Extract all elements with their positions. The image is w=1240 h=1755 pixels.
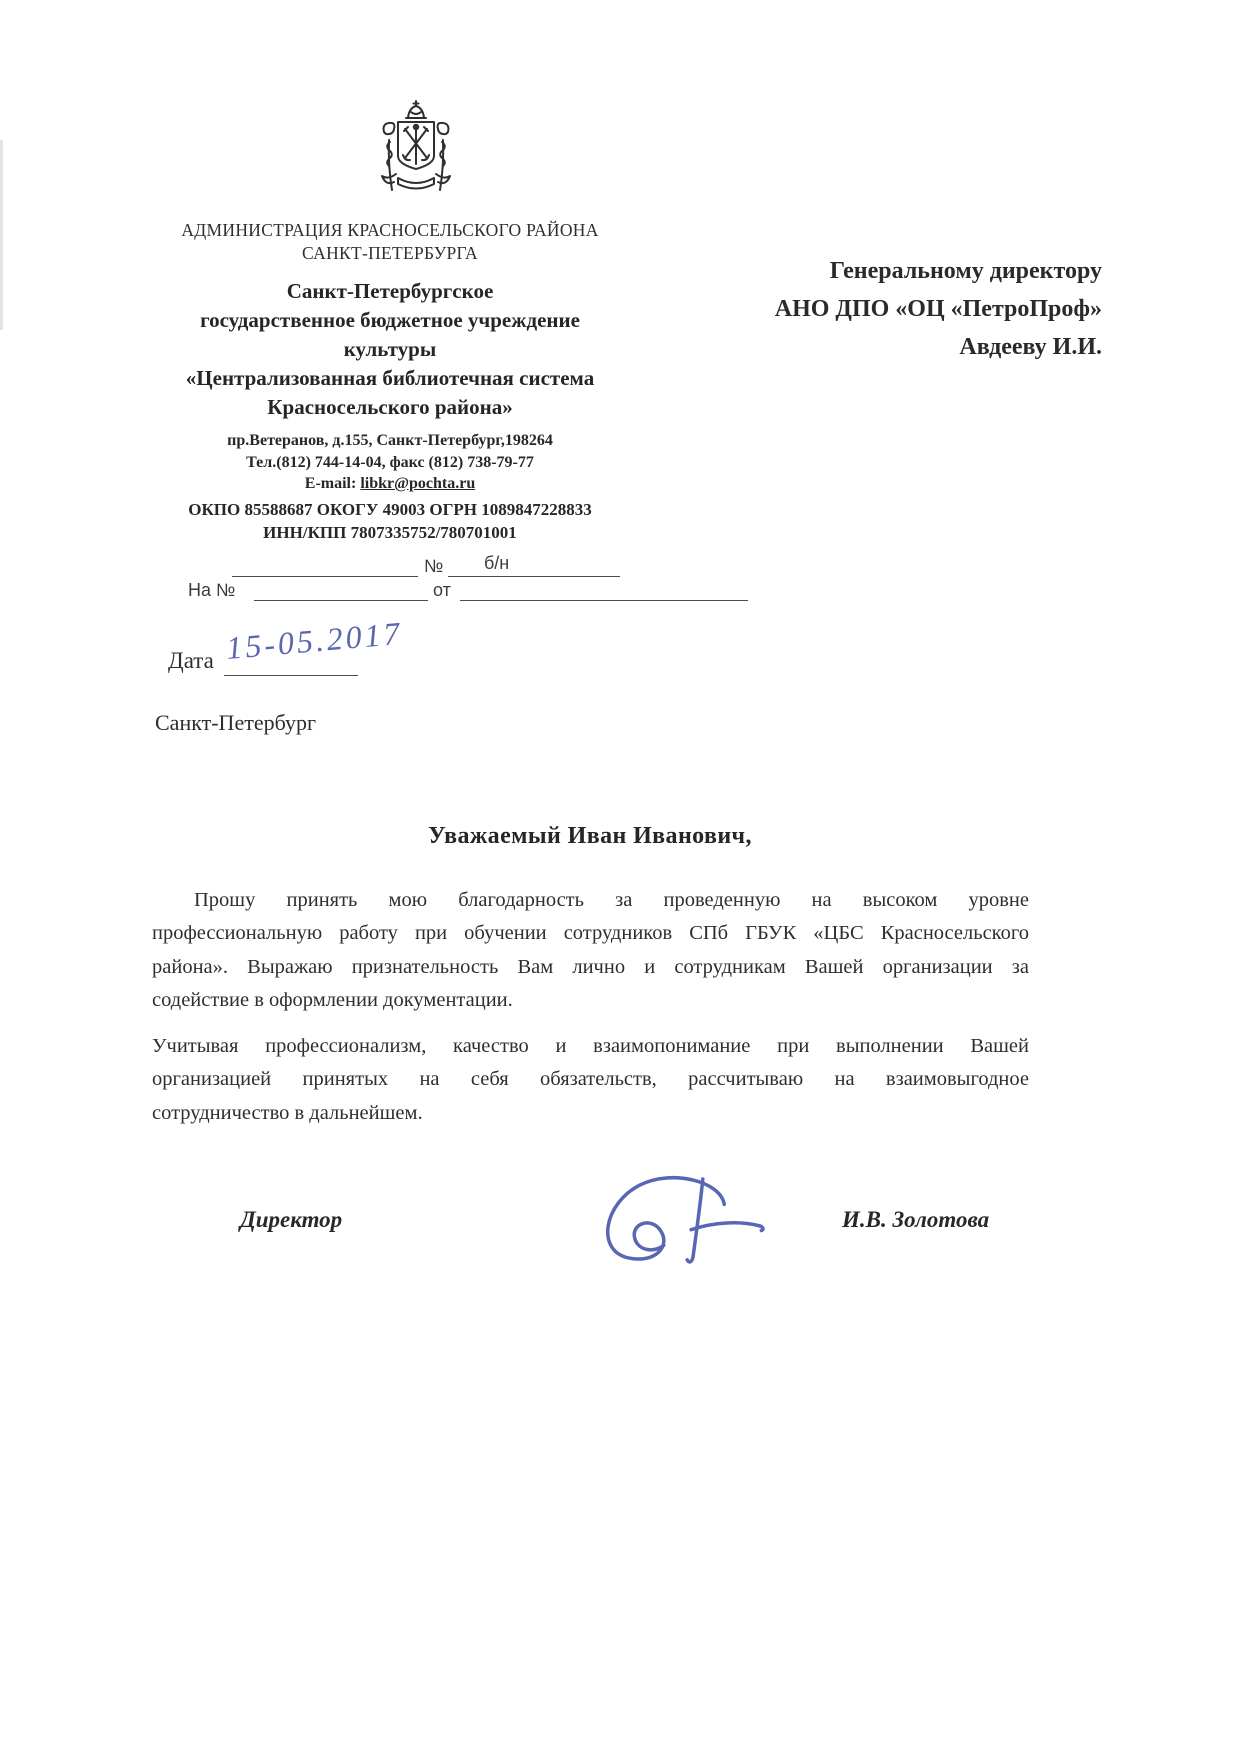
salutation: Уважаемый Иван Иванович, (428, 823, 752, 849)
city-line: Санкт-Петербург (155, 710, 316, 735)
body-line: содействие в оформлении документации. (152, 989, 513, 1012)
reply-from-label: от (433, 580, 451, 600)
date-label: Дата (168, 648, 214, 673)
administration-line-1: АДМИНИСТРАЦИЯ КРАСНОСЕЛЬСКОГО РАЙОНА (181, 220, 599, 240)
blank-line (460, 580, 748, 601)
email-line (150, 473, 630, 495)
registration-codes (150, 499, 630, 544)
body-line: района». Выражаю признательность Вам лично и сотрудникам Вашей организации за (152, 955, 1029, 978)
phone-fax: Тел.(812) 744-14-04, факс (812) 738-79-77 (246, 453, 534, 471)
organization-name-line: Санкт-Петербургское (286, 279, 494, 303)
handwritten-signature-mark (578, 1166, 773, 1271)
codes-line-2: ИНН/КПП 7807335752/780701001 (263, 522, 517, 542)
email-address: libkr@pochta.ru (360, 475, 476, 492)
organization-name-line: культуры (343, 337, 437, 361)
outgoing-number-value: б/н (484, 553, 510, 573)
codes-line-1: ОКПО 85588687 ОКОГУ 49003 ОГРН 1089847228833 (188, 500, 592, 519)
body-line: организацией принятых на себя обязательств, рассчитываю на взаимовыгодное (152, 1068, 1029, 1091)
body-line: Прошу принять мою благодарность за проведенную на высоком уровне (194, 889, 1029, 911)
body-line: сотрудничество в дальнейшем. (152, 1101, 423, 1124)
recipient-block (690, 252, 1102, 366)
recipient-organization: АНО ДПО «ОЦ «ПетроПроф» (774, 296, 1102, 322)
number-sign: № (424, 556, 444, 576)
blank-line (232, 556, 418, 577)
recipient-name: Авдееву И.И. (959, 334, 1102, 360)
signer-title: Директор (240, 1207, 343, 1232)
email-label: E-mail: (304, 475, 357, 492)
organization-name-line: государственное бюджетное учреждение (200, 308, 580, 332)
body-line: профессиональную работу при обучении сотрудников СПб ГБУК «ЦБС Красносельского (152, 922, 1029, 945)
blank-line (254, 580, 428, 601)
saint-petersburg-emblem-icon (368, 96, 464, 207)
contact-block (150, 430, 630, 495)
organization-name (150, 277, 630, 422)
scan-edge-artifact (0, 140, 3, 330)
recipient-position: Генеральному директору (829, 258, 1102, 284)
handwritten-date: 15-05.2017 (224, 614, 404, 667)
body-paragraph-1 (152, 884, 1029, 1018)
administration-line-2: САНКТ-ПЕТЕРБУРГА (302, 243, 478, 263)
reply-to-label: На № (188, 580, 236, 600)
administration-header (150, 219, 630, 265)
postal-address: пр.Ветеранов, д.155, Санкт-Петербург,198264 (227, 432, 553, 449)
signer-name: И.В. Золотова (842, 1207, 990, 1232)
organization-name-line: Красносельского района» (267, 395, 513, 419)
body-paragraph-2 (152, 1030, 1029, 1130)
organization-name-line: «Централизованная библиотечная система (185, 366, 595, 390)
blank-line (448, 556, 620, 577)
body-line: Учитывая профессионализм, качество и взаимопонимание при выполнении Вашей (152, 1035, 1029, 1057)
